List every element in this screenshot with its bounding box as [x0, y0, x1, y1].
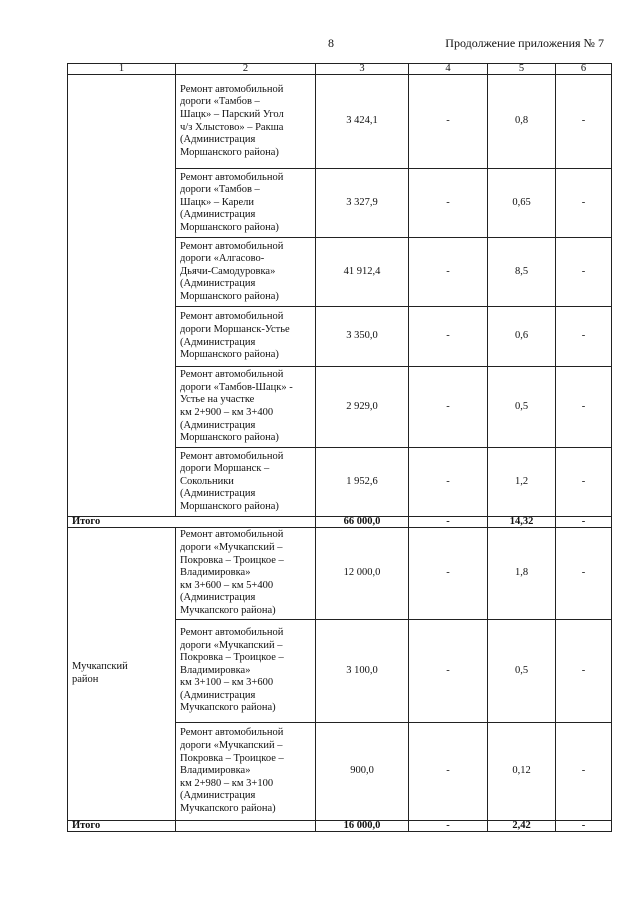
col6-value: -: [556, 307, 612, 367]
col6-value: -: [556, 528, 612, 620]
total-length: 14,32: [488, 517, 556, 528]
column-number: 5: [488, 64, 556, 75]
total-row: [68, 821, 612, 832]
length-value: 8,5: [488, 238, 556, 307]
project-name: Ремонт автомобильной дороги Моршанск-Устье (Администрация Моршанского района): [176, 307, 316, 367]
total-col4: -: [409, 821, 488, 832]
col4-value: -: [409, 307, 488, 367]
col4-value: -: [409, 169, 488, 238]
project-name: Ремонт автомобильной дороги «Мучкапский – Покровка – Троицкое – Владимировка» км 3+600 – км 5+400 (Администрация Мучкапского района): [176, 528, 316, 620]
col6-value: -: [556, 723, 612, 821]
col4-value: -: [409, 723, 488, 821]
total-col4: -: [409, 517, 488, 528]
col6-value: -: [556, 448, 612, 517]
column-number: 2: [176, 64, 316, 75]
column-number-row: [68, 64, 612, 75]
cost-value: 3 327,9: [316, 169, 409, 238]
col4-value: -: [409, 620, 488, 723]
project-name: Ремонт автомобильной дороги «Тамбов – Шацк» – Карели (Администрация Моршанского района): [176, 169, 316, 238]
project-name: Ремонт автомобильной дороги «Мучкапский – Покровка – Троицкое – Владимировка» км 2+980 – км 3+100 (Администрация Мучкапского района): [176, 723, 316, 821]
col4-value: -: [409, 75, 488, 169]
total-col6: -: [556, 821, 612, 832]
road-repair-table: [67, 63, 612, 832]
length-value: 0,65: [488, 169, 556, 238]
length-value: 1,8: [488, 528, 556, 620]
col4-value: -: [409, 448, 488, 517]
col4-value: -: [409, 528, 488, 620]
cost-value: 12 000,0: [316, 528, 409, 620]
total-label: Итого: [68, 821, 176, 832]
project-name: Ремонт автомобильной дороги «Алгасово- Дьячи-Самодуровка» (Администрация Моршанского района): [176, 238, 316, 307]
col6-value: -: [556, 620, 612, 723]
project-name: Ремонт автомобильной дороги Моршанск – Сокольники (Администрация Моршанского района): [176, 448, 316, 517]
column-number: 3: [316, 64, 409, 75]
length-value: 0,12: [488, 723, 556, 821]
col6-value: -: [556, 169, 612, 238]
length-value: 0,8: [488, 75, 556, 169]
length-value: 0,6: [488, 307, 556, 367]
total-col6: -: [556, 517, 612, 528]
col6-value: -: [556, 367, 612, 448]
cost-value: 3 350,0: [316, 307, 409, 367]
total-length: 2,42: [488, 821, 556, 832]
column-number: 1: [68, 64, 176, 75]
cost-value: 1 952,6: [316, 448, 409, 517]
col6-value: -: [556, 238, 612, 307]
table-row: [68, 75, 612, 169]
total-empty-cell: [176, 821, 316, 832]
district-cell: [68, 75, 176, 517]
continuation-title: Продолжение приложения № 7: [445, 36, 604, 50]
project-name: Ремонт автомобильной дороги «Мучкапский – Покровка – Троицкое – Владимировка» км 3+100 – км 3+600 (Администрация Мучкапского района): [176, 620, 316, 723]
total-cost: 16 000,0: [316, 821, 409, 832]
cost-value: 3 424,1: [316, 75, 409, 169]
table-row: [68, 528, 612, 620]
cost-value: 900,0: [316, 723, 409, 821]
length-value: 0,5: [488, 367, 556, 448]
col6-value: -: [556, 75, 612, 169]
column-number: 4: [409, 64, 488, 75]
total-label: Итого: [68, 517, 316, 528]
cost-value: 2 929,0: [316, 367, 409, 448]
project-name: Ремонт автомобильной дороги «Тамбов – Шацк» – Парский Угол ч/з Хлыстово» – Ракша (Администрация Моршанского района): [176, 75, 316, 169]
project-name: Ремонт автомобильной дороги «Тамбов-Шацк» - Устье на участке км 2+900 – км 3+400 (Администрация Моршанского района): [176, 367, 316, 448]
district-name: Мучкапский район: [68, 528, 176, 821]
col4-value: -: [409, 367, 488, 448]
cost-value: 3 100,0: [316, 620, 409, 723]
total-row: [68, 517, 612, 528]
cost-value: 41 912,4: [316, 238, 409, 307]
col4-value: -: [409, 238, 488, 307]
total-cost: 66 000,0: [316, 517, 409, 528]
column-number: 6: [556, 64, 612, 75]
page-number: 8: [328, 36, 334, 50]
length-value: 1,2: [488, 448, 556, 517]
length-value: 0,5: [488, 620, 556, 723]
